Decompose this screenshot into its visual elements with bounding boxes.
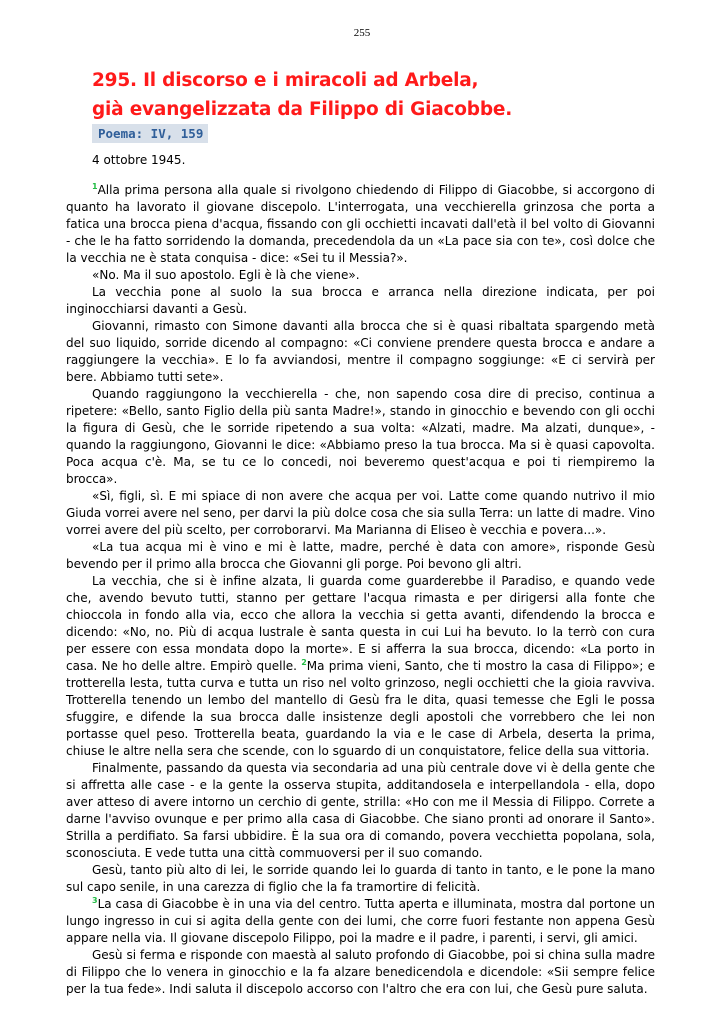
footnote-marker[interactable]: 2: [301, 658, 307, 667]
paragraph: [66, 182, 655, 267]
paragraph-text: Giovanni, rimasto con Simone davanti alla brocca che si è quasi ribaltata spargendo metà del suo liquido, sorride dicendo al compagno: «Ci conviene prendere questa brocca e andare a raggiungere la vecchia». E lo fa avviandosi, mentre il compagno soggiunge: «E ci servirà per bere. Abbiamo tutti sete».: [66, 319, 655, 384]
paragraph: [66, 760, 655, 862]
footnote-marker[interactable]: 1: [92, 182, 98, 191]
chapter-title-line-2: già evangelizzata da Filippo di Giacobbe.: [92, 99, 513, 120]
paragraph-text: Alla prima persona alla quale si rivolgono chiedendo di Filippo di Giacobbe, si accorgono di quanto ha lavorato il giovane discepolo. L'interrogata, una vecchierella grinzosa che porta a fatica una brocca piena d'acqua, fissando con gli occhietti incavati dall'età il bel volto di Giovanni - che le ha fatto sorridendo la domanda, precedendola da un «La pace sia con te», così dolce che la vecchia ne è stata conquisa - dice: «Sei tu il Messia?».: [66, 183, 655, 265]
paragraph-text: «La tua acqua mi è vino e mi è latte, madre, perché è data con amore», risponde Gesù bevendo per il primo alla brocca che Giovanni gli porge. Poi bevono gli altri.: [66, 540, 655, 571]
chapter-title-line-1: 295. Il discorso e i miracoli ad Arbela,: [92, 70, 479, 91]
footnote-marker[interactable]: 3: [92, 896, 98, 905]
paragraph: [66, 539, 655, 573]
poema-reference-badge: Poema: IV, 159: [92, 124, 208, 143]
paragraph-text: «Sì, figli, sì. E mi spiace di non avere che acqua per voi. Latte come quando nutrivo il mio Giuda vorrei avere nel seno, per darvi la più dolce cosa che sia sulla Terra: un latte di madre. Vino vorrei avere del più scelto, per corroborarvi. Ma Marianna di Eliseo è vecchia e povera...».: [66, 489, 655, 537]
chapter-body: [66, 182, 655, 998]
paragraph-text: La casa di Giacobbe è in una via del centro. Tutta aperta e illuminata, mostra dal portone un lungo ingresso in cui si agita della gente con dei lumi, che corre fuori festante non appena Gesù appare nella via. Il giovane discepolo Filippo, poi la madre e il padre, i parenti, i servi, gli amici.: [66, 897, 655, 945]
entry-date: 4 ottobre 1945.: [92, 153, 186, 167]
paragraph-text: Gesù, tanto più alto di lei, le sorride quando lei lo guarda di tanto in tanto, e le pone la mano sul capo senile, in una carezza di figlio che la fa tramortire di felicità.: [66, 863, 655, 894]
paragraph: [66, 573, 655, 760]
paragraph: [66, 386, 655, 488]
paragraph: [66, 862, 655, 896]
page-number: 255: [353, 27, 371, 39]
paragraph: [66, 318, 655, 386]
paragraph: [66, 284, 655, 318]
paragraph-text: La vecchia, che si è infine alzata, li guarda come guarderebbe il Paradiso, e quando vede che, avendo bevuto tutti, stanno per gettare l'acqua rimasta e per dirigersi alla fonte che chioccola in fondo alla via, ecco che allora la vecchia si getta avanti, difendendo la brocca e dicendo: «No, no. Più di acqua lustrale è santa questa in cui Lui ha bevuto. Io la terrò con cura per essere con essa mondata dopo la morte». E si afferra la sua brocca, dicendo: «La porto in casa. Ne ho delle altre. Empirò quelle.: [66, 574, 655, 673]
paragraph-text: «No. Ma il suo apostolo. Egli è là che viene».: [92, 268, 360, 282]
paragraph-text: Ma prima vieni, Santo, che ti mostro la casa di Filippo»; e trotterella lesta, tutta curva e tutta un riso nel volto grinzoso, negli occhietti che la gioia ravviva. Trotterella tenendo un lembo del mantello di Gesù fra le dita, quasi temesse che Egli le possa sfuggire, e difende la sua brocca dalle insistenze degli apostoli che vorrebbero che lei non portasse quel peso. Trotterella beata, guardando la via e le case di Arbela, deserta la prima, chiuse le altre nella sera che scende, con lo sguardo di un conquistatore, felice della sua vittoria.: [66, 659, 655, 758]
paragraph: [66, 267, 655, 284]
paragraph: [66, 488, 655, 539]
paragraph-text: La vecchia pone al suolo la sua brocca e arranca nella direzione indicata, per poi inginocchiarsi davanti a Gesù.: [66, 285, 655, 316]
paragraph: [66, 896, 655, 947]
paragraph: [66, 947, 655, 998]
paragraph-text: Finalmente, passando da questa via secondaria ad una più centrale dove vi è della gente che si affretta alle case - e la gente la osserva stupita, additandosela e interpellandola - ella, dopo aver atteso di avere intorno un cerchio di gente, strilla: «Ho con me il Messia di Filippo. Correte a darne l'avviso ovunque e per primo alla casa di Giacobbe. Che siano pronti ad onorare il Santo». Strilla a perdifiato. Sa farsi ubbidire. È la sua ora di comando, povera vecchietta popolana, sola, sconosciuta. E vede tutta una città commuoversi per il suo comando.: [66, 761, 655, 860]
chapter-title: [92, 66, 692, 124]
paragraph-text: Quando raggiungono la vecchierella - che, non sapendo cosa dire di preciso, continua a ripetere: «Bello, santo Figlio della più santa Madre!», stando in ginocchio e bevendo con gli occhi la figura di Gesù, che le sorride ripetendo a sua volta: «Alzati, madre. Ma alzati, dunque», - quando la raggiungono, Giovanni le dice: «Abbiamo preso la tua brocca. Ma si è quasi capovolta. Poca acqua c'è. Ma, se tu ce lo concedi, noi beveremo quest'acqua e poi ti riempiremo la brocca».: [66, 387, 655, 486]
paragraph-text: Gesù si ferma e risponde con maestà al saluto profondo di Giacobbe, poi si china sulla madre di Filippo che lo venera in ginocchio e la fa alzare benedicendola e dicendole: «Sii sempre felice per la tua fede». Indi saluta il discepolo accorso con l'altro che era con lui, che Gesù pure saluta.: [66, 948, 655, 996]
